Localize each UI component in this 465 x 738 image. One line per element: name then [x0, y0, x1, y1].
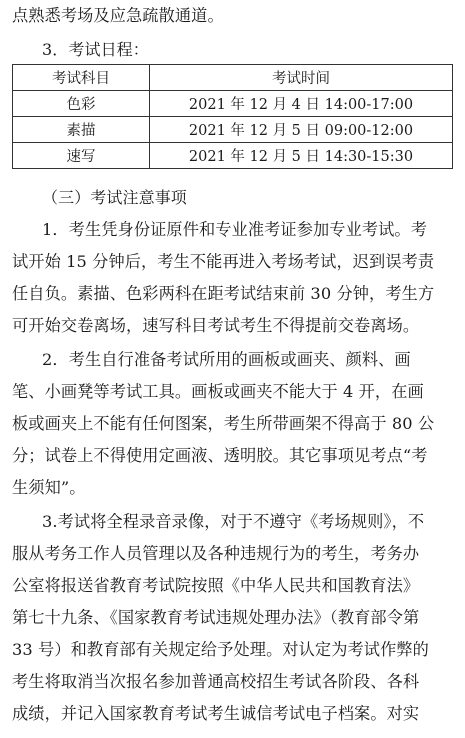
table-cell-subject: 色彩: [13, 91, 150, 117]
table-header-time: 考试时间: [150, 65, 453, 91]
paragraph-line: 第七十九条、《国家教育考试违规处理办法》（教育部令第: [12, 608, 420, 627]
section-heading-notes: （三）考试注意事项: [42, 188, 187, 207]
paragraph-line: 任自负。素描、色彩两科在距考试结束前 30 分钟，考生方: [12, 284, 435, 303]
table-cell-time: 2021 年 12 月 5 日 09:00-12:00: [150, 117, 453, 143]
table-header-row: [13, 65, 453, 91]
table-row: [13, 91, 453, 117]
paragraph-line: 成绩，并记入国家教育考试考生诚信考试电子档案。对实: [12, 704, 420, 723]
table-cell-time: 2021 年 12 月 5 日 14:30-15:30: [150, 143, 453, 169]
paragraph-line: 公室将报送省教育考试院按照《中华人民共和国教育法》: [12, 576, 420, 595]
table-row: [13, 117, 453, 143]
section-heading-schedule: 3．考试日程：: [42, 40, 149, 59]
paragraph-line: 考生将取消当次报名参加普通高校招生考试各阶段、各科: [12, 672, 420, 691]
paragraph-line: 分；试卷上不得使用定画液、透明胶。其它事项见考点“考: [12, 446, 428, 465]
table-header-subject: 考试科目: [13, 65, 150, 91]
paragraph-line: 笔、小画凳等考试工具。画板或画夹不能大于 4 开，在画: [12, 382, 424, 401]
table-cell-subject: 素描: [13, 117, 150, 143]
table-cell-time: 2021 年 12 月 4 日 14:00-17:00: [150, 91, 453, 117]
paragraph-line: 试开始 15 分钟后，考生不能再进入考场考试，迟到误考责: [12, 252, 435, 271]
exam-schedule-table: [12, 64, 453, 169]
table-row: [13, 143, 453, 169]
paragraph-line: 1．考生凭身份证原件和专业准考证参加专业考试。考: [42, 220, 428, 239]
paragraph-line: 生须知”。: [12, 478, 86, 497]
paragraph-line: 服从考务工作人员管理以及各种违规行为的考生，考务办: [12, 544, 420, 563]
paragraph-line: 33 号）和教育部有关规定给予处理。对认定为考试作弊的: [12, 640, 429, 659]
paragraph-line: 板或画夹上不能有任何图案，考生所带画架不得高于 80 公: [12, 414, 435, 433]
paragraph-line: 2．考生自行准备考试所用的画板或画夹、颜料、画: [42, 350, 411, 369]
paragraph-line: 可开始交卷离场，速写科目考试考生不得提前交卷离场。: [12, 316, 420, 335]
paragraph-line: 3.考试将全程录音录像，对于不遵守《考场规则》，不: [42, 512, 425, 531]
table-cell-subject: 速写: [13, 143, 150, 169]
paragraph-line: 点熟悉考场及应急疏散通道。: [12, 6, 224, 25]
